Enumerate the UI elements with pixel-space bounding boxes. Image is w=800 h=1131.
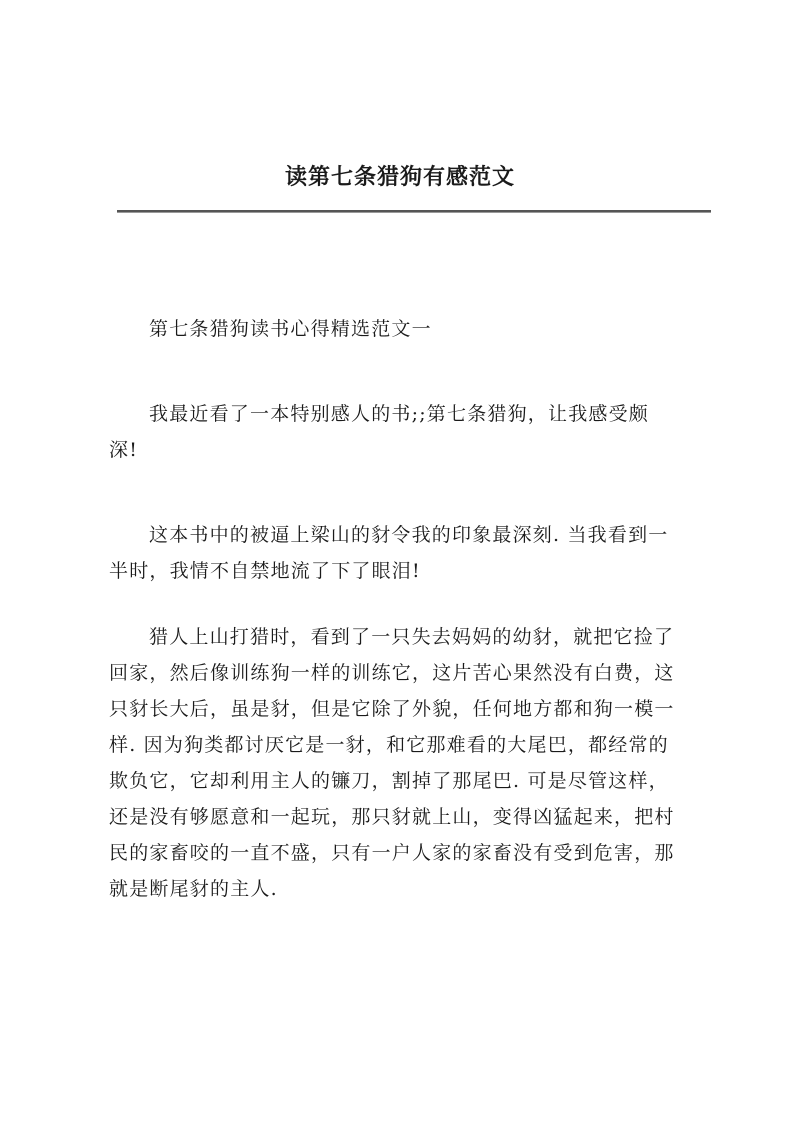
paragraph-line: 猎人上山打猎时，看到了一只失去妈妈的幼豺，就把它捡了 — [149, 626, 675, 648]
paragraph-line: 我最近看了一本特别感人的书;;第七条猎狗，让我感受颇 — [149, 403, 650, 425]
paragraph-intro — [109, 396, 709, 468]
paragraph-line: 样. 因为狗类都讨厌它是一豺，和它那难看的大尾巴，都经常的 — [109, 734, 669, 756]
title-divider — [117, 210, 711, 213]
paragraph-line: 第七条猎狗读书心得精选范文一 — [149, 318, 432, 340]
document-title: 读第七条猎狗有感范文 — [284, 164, 515, 190]
paragraph-impression — [109, 517, 709, 589]
paragraph-line: 就是断尾豺的主人. — [109, 878, 278, 900]
paragraph-line: 民的家畜咬的一直不盛，只有一户人家的家畜没有受到危害，那 — [109, 842, 675, 864]
paragraph-line: 半时，我情不自禁地流了下了眼泪! — [109, 560, 421, 582]
paragraph-subtitle — [109, 311, 709, 347]
paragraph-story — [109, 619, 709, 907]
paragraph-line: 只豺长大后，虽是豺，但是它除了外貌，任何地方都和狗一模一 — [109, 698, 675, 720]
paragraph-line: 这本书中的被逼上梁山的豺令我的印象最深刻. 当我看到一 — [149, 524, 669, 546]
paragraph-line: 深! — [109, 439, 139, 461]
paragraph-line: 欺负它，它却利用主人的镰刀，割掉了那尾巴. 可是尽管这样， — [109, 770, 669, 792]
paragraph-line: 还是没有够愿意和一起玩，那只豺就上山，变得凶猛起来，把村 — [109, 806, 675, 828]
paragraph-line: 回家，然后像训练狗一样的训练它，这片苦心果然没有白费，这 — [109, 662, 675, 684]
